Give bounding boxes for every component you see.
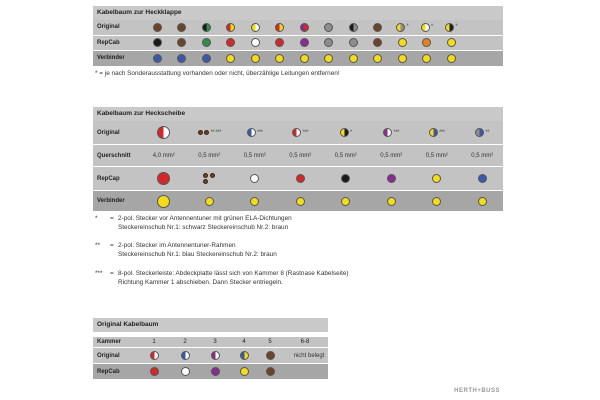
table-cell — [170, 20, 195, 35]
wire-color-dot — [153, 23, 162, 32]
table-cell — [232, 121, 278, 144]
row-label: RepCap — [97, 175, 120, 182]
wire-color-dot — [203, 173, 216, 184]
table-cell — [268, 51, 293, 66]
table-cell — [323, 121, 369, 144]
footnote-marker: *** — [393, 129, 399, 136]
wire-color-dot — [445, 23, 454, 32]
cross-section-value: 4,0 mm² — [152, 152, 175, 159]
wire-color-dot — [387, 174, 396, 183]
footnote-mark: *** — [95, 270, 103, 277]
section-heckscheibe — [93, 107, 503, 212]
footnote-equals: = — [110, 215, 114, 222]
table-cell — [317, 20, 342, 35]
table-row — [93, 20, 503, 36]
wire-color-dot — [373, 23, 382, 32]
wire-color-dot — [429, 128, 438, 137]
wire-color-dot — [398, 38, 407, 47]
footnote-marker: * — [455, 24, 458, 31]
wire-color-dot — [349, 23, 358, 32]
wire-color-dot — [177, 23, 186, 32]
wire-color-dot — [211, 367, 220, 376]
wire-color-dot — [247, 128, 256, 137]
table-cell — [439, 51, 464, 66]
table-cell — [187, 145, 233, 166]
table-cell — [415, 20, 440, 35]
wire-color-dot — [349, 38, 358, 47]
wire-color-dot — [341, 197, 350, 206]
wire-color-dot — [198, 130, 210, 135]
wire-color-dot — [422, 38, 431, 47]
table-cell — [341, 20, 366, 35]
wire-color-dot — [240, 351, 249, 360]
table-cell — [415, 36, 440, 51]
table-cell — [231, 364, 257, 379]
table-cell — [369, 167, 415, 190]
wire-color-dot — [398, 54, 407, 63]
table-cell — [268, 36, 293, 51]
kammer-number: 6-8 — [300, 339, 310, 345]
wire-color-dot — [266, 367, 275, 376]
wire-color-dot — [177, 54, 186, 63]
row-label: Original — [97, 24, 120, 31]
wire-color-dot — [324, 54, 333, 63]
footnote-equals: = — [110, 270, 114, 277]
table-cell — [232, 167, 278, 190]
table-cell — [415, 51, 440, 66]
table-cell — [170, 36, 195, 51]
table-cell — [292, 51, 317, 66]
wire-color-dot — [300, 38, 309, 47]
cross-section-value: 0,5 mm² — [380, 152, 403, 159]
wire-color-dot — [373, 38, 382, 47]
wire-color-dot — [202, 38, 211, 47]
table-cell — [341, 51, 366, 66]
row-label: Querschnitt — [97, 152, 131, 159]
wire-color-dot — [447, 54, 456, 63]
table-cell — [317, 36, 342, 51]
table-cell — [460, 121, 506, 144]
table-cell — [414, 121, 460, 144]
cross-section-value: 0,5 mm² — [198, 152, 221, 159]
wire-color-dot — [153, 54, 162, 63]
section-heckklappe — [93, 6, 503, 68]
footnote-equals: = — [110, 242, 114, 249]
table-cell — [219, 20, 244, 35]
footnote-marker: *** — [256, 129, 263, 136]
table-cell — [141, 191, 187, 211]
footnote-text: Steckereinschub Nr.1: schwarz Steckereinschub Nr.2: braun — [118, 223, 289, 231]
wire-color-dot — [421, 23, 430, 32]
footnote-mark: ** — [95, 242, 100, 249]
table-cell — [323, 167, 369, 190]
table-cell — [439, 20, 464, 35]
table-cell — [171, 364, 199, 379]
wire-color-dot — [275, 38, 284, 47]
cross-section-value: 0,5 mm² — [471, 152, 494, 159]
kammer-number: 4 — [242, 339, 246, 345]
table-cell — [194, 36, 219, 51]
table-cell — [317, 51, 342, 66]
wire-color-dot — [157, 126, 170, 139]
wire-color-dot — [432, 174, 441, 183]
wire-color-dot — [226, 54, 235, 63]
section-title: Kabelbaum zur Heckscheibe — [93, 107, 503, 121]
table-cell — [369, 145, 415, 166]
table-cell — [219, 36, 244, 51]
table-row — [93, 145, 503, 167]
row-label: Verbinder — [97, 55, 125, 62]
cross-section-value: 0,5 mm² — [334, 152, 357, 159]
table-row — [93, 121, 503, 145]
table-cell — [460, 167, 506, 190]
wire-color-dot — [422, 54, 431, 63]
wire-color-dot — [275, 54, 284, 63]
footnote-marker: *** — [302, 129, 308, 136]
table-cell — [278, 121, 324, 144]
table-cell — [140, 348, 168, 363]
wire-color-dot — [177, 38, 186, 47]
table-cell — [141, 167, 187, 190]
cross-section-value: 0,5 mm² — [425, 152, 448, 159]
table-cell — [187, 121, 233, 144]
table-cell — [187, 191, 233, 211]
table-cell — [141, 121, 187, 144]
table-cell — [257, 348, 283, 363]
brand-logo: HERTH+BUSS — [454, 388, 500, 394]
table-cell — [292, 36, 317, 51]
table-cell — [231, 348, 257, 363]
table-cell — [369, 191, 415, 211]
footnote-text: 8-pol. Steckerleiste: Abdeckplatte lässt sich von Kammer 8 (Rastnase Kabelseite) — [118, 270, 349, 277]
table-cell — [369, 121, 415, 144]
table-cell — [140, 364, 168, 379]
footnote-text: 2-pol. Stecker vor Antennentuner mit grünen ELA-Dichtungen — [118, 215, 292, 222]
table-cell — [145, 20, 170, 35]
wire-color-dot — [150, 367, 159, 376]
row-label: Original — [97, 352, 120, 359]
row-label: RepCab — [97, 39, 120, 46]
table-cell — [460, 145, 506, 166]
wire-color-dot — [432, 197, 441, 206]
table-row — [93, 364, 328, 380]
wire-color-dot — [205, 197, 214, 206]
wire-color-dot — [250, 197, 259, 206]
section-title: Kabelbaum zur Heckklappe — [93, 6, 503, 20]
row-label: RepCab — [97, 368, 120, 375]
table-cell — [285, 348, 333, 363]
wire-color-dot — [383, 128, 392, 137]
section-original-kabelbaum — [93, 318, 328, 383]
table-cell — [292, 20, 317, 35]
wire-color-dot — [202, 23, 211, 32]
wire-color-dot — [387, 197, 396, 206]
wire-color-dot — [251, 54, 260, 63]
wire-color-dot — [300, 23, 309, 32]
wire-color-dot — [478, 174, 487, 183]
footnote-text: 2-pol. Stecker im Antennentuner-Rahmen — [118, 242, 236, 249]
table-cell — [257, 364, 283, 379]
wire-color-dot — [341, 174, 350, 183]
table-cell — [243, 51, 268, 66]
table-cell — [390, 51, 415, 66]
wire-color-dot — [349, 54, 358, 63]
wire-color-dot — [478, 197, 487, 206]
footnote-text: Richtung Kammer 1 abschieben. Dann Stecker entriegeln. — [118, 278, 283, 286]
wire-color-dot — [251, 23, 260, 32]
footnote-star: * = je nach Sonderausstattung vorhanden oder nicht, überzählige Leitungen entfernen! — [95, 70, 340, 77]
wire-color-dot — [226, 23, 235, 32]
footnote-marker: ** — [485, 129, 490, 136]
table-cell — [414, 167, 460, 190]
table-cell — [243, 20, 268, 35]
table-cell — [232, 145, 278, 166]
wire-color-dot — [296, 174, 305, 183]
table-cell — [278, 167, 324, 190]
table-cell — [278, 145, 324, 166]
footnote-marker: * — [430, 24, 433, 31]
footnote-marker: * — [406, 24, 409, 31]
wire-color-dot — [240, 367, 249, 376]
kammer-number: 3 — [213, 339, 217, 345]
row-label: Kammer — [97, 339, 122, 345]
not-assigned-text: nicht belegt — [293, 352, 325, 359]
wire-color-dot — [296, 197, 305, 206]
wire-color-dot — [181, 351, 190, 360]
wire-color-dot — [150, 351, 159, 360]
wire-color-dot — [340, 128, 349, 137]
table-cell — [323, 145, 369, 166]
wire-color-dot — [373, 54, 382, 63]
table-cell — [439, 36, 464, 51]
table-cell — [268, 20, 293, 35]
wire-color-dot — [475, 128, 484, 137]
footnote-text: Steckereinschub Nr.1: blau Steckereinschub Nr.2: braun — [118, 250, 277, 258]
footnote-marker: *** — [438, 129, 445, 136]
table-cell — [323, 191, 369, 211]
wire-color-dot — [157, 195, 170, 208]
wire-color-dot — [275, 23, 284, 32]
wire-color-dot — [226, 38, 235, 47]
table-cell — [366, 51, 391, 66]
wire-color-dot — [266, 351, 275, 360]
wire-color-dot — [396, 23, 405, 32]
table-cell — [145, 51, 170, 66]
table-cell — [414, 145, 460, 166]
footnote-marker: * — [349, 129, 352, 136]
wire-color-dot — [181, 367, 190, 376]
table-row — [93, 167, 503, 191]
wire-color-dot — [300, 54, 309, 63]
wire-color-dot — [211, 351, 220, 360]
wire-color-dot — [324, 23, 333, 32]
row-label: Original — [97, 129, 120, 136]
kammer-number: 1 — [152, 339, 156, 345]
table-cell — [170, 51, 195, 66]
footnote-marker: ** *** — [210, 129, 221, 136]
table-cell — [194, 51, 219, 66]
table-cell — [278, 191, 324, 211]
footnote-mark: * — [95, 215, 98, 222]
table-cell — [243, 36, 268, 51]
cross-section-value: 0,5 mm² — [243, 152, 266, 159]
wire-color-dot — [153, 38, 162, 47]
cross-section-value: 0,5 mm² — [289, 152, 312, 159]
kammer-number: 2 — [183, 339, 187, 345]
table-cell — [201, 348, 229, 363]
kammer-number: 5 — [268, 339, 272, 345]
table-row — [93, 191, 503, 212]
table-cell — [232, 191, 278, 211]
table-row — [93, 51, 503, 67]
wire-color-dot — [251, 38, 260, 47]
table-cell — [194, 20, 219, 35]
wire-color-dot — [250, 174, 259, 183]
wire-color-dot — [202, 54, 211, 63]
table-cell — [390, 20, 415, 35]
kammer-header-row — [93, 337, 328, 348]
table-cell — [366, 20, 391, 35]
row-label: Verbinder — [97, 198, 125, 204]
table-cell — [171, 348, 199, 363]
wire-color-dot — [292, 128, 301, 137]
table-row — [93, 36, 503, 52]
wire-color-dot — [324, 38, 333, 47]
table-cell — [341, 36, 366, 51]
table-row — [93, 348, 328, 364]
table-cell — [201, 364, 229, 379]
table-cell — [460, 191, 506, 211]
table-cell — [141, 145, 187, 166]
wire-color-dot — [447, 38, 456, 47]
table-cell — [390, 36, 415, 51]
table-cell — [187, 167, 233, 190]
table-cell — [414, 191, 460, 211]
table-cell — [219, 51, 244, 66]
section-title: Original Kabelbaum — [93, 318, 328, 332]
wire-color-dot — [157, 172, 170, 185]
table-cell — [366, 36, 391, 51]
table-cell — [145, 36, 170, 51]
